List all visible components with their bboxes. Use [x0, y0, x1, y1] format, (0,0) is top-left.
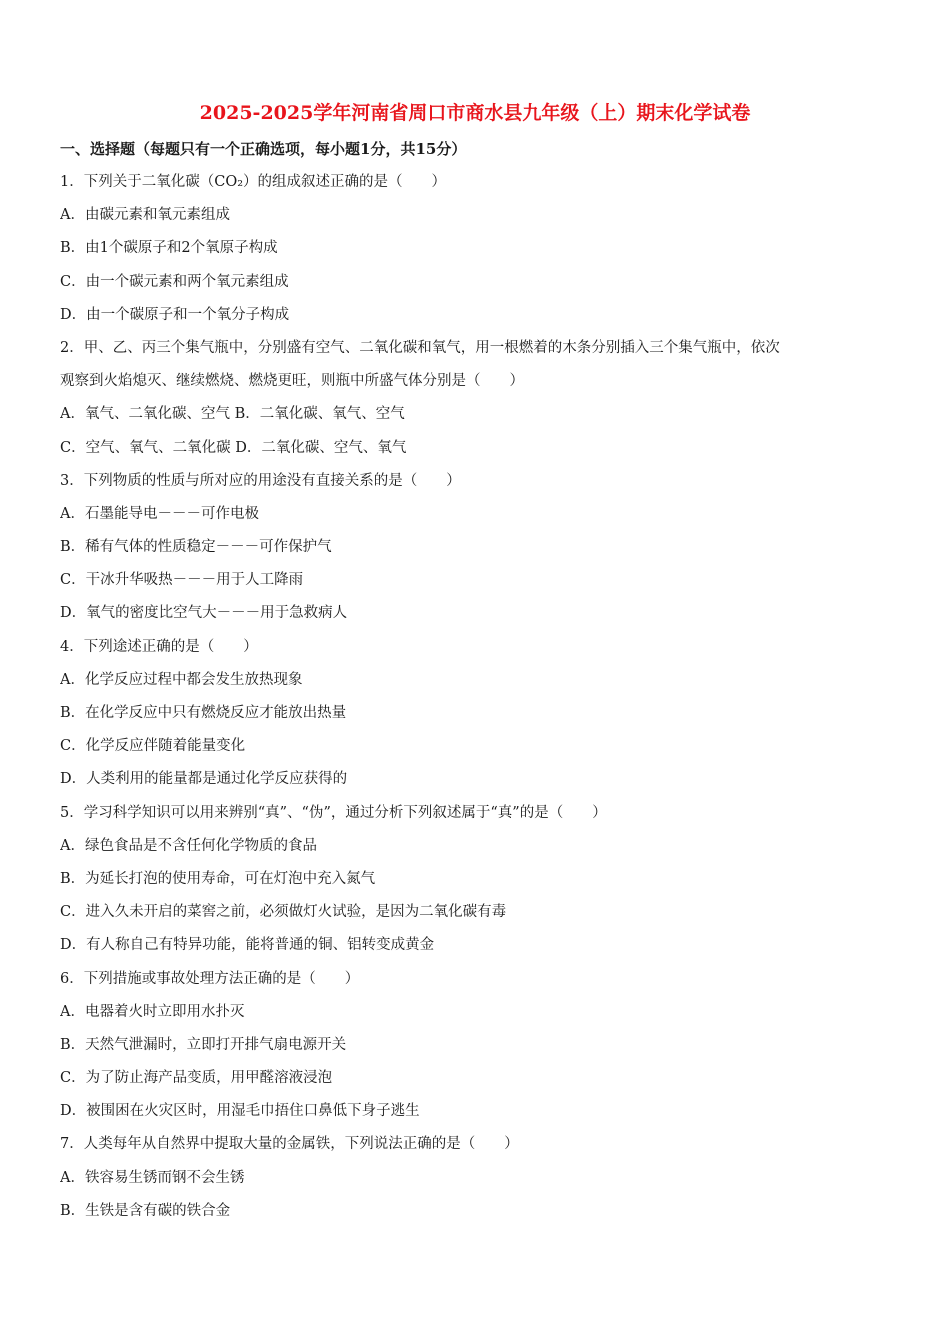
- question-line: A．化学反应过程中都会发生放热现象: [60, 671, 303, 688]
- question-line: C．由一个碳元素和两个氧元素组成: [60, 273, 289, 290]
- question-line: 1．下列关于二氧化碳（CO₂）的组成叙述正确的是（ ）: [60, 174, 447, 190]
- question-line: D．人类利用的能量都是通过化学反应获得的: [60, 771, 348, 788]
- question-line: C．进入久未开启的菜窖之前，必须做灯火试验，是因为二氧化碳有毒: [60, 904, 507, 921]
- question-line: B．生铁是含有碳的铁合金: [60, 1202, 231, 1219]
- question-line: A．氧气、二氧化碳、空气 B．二氧化碳、氧气、空气: [60, 406, 405, 423]
- question-line: 7．人类每年从自然界中提取大量的金属铁，下列说法正确的是（ ）: [60, 1136, 519, 1153]
- question-line: C．化学反应伴随着能量变化: [60, 738, 246, 755]
- question-line: C．干冰升华吸热－－－用于人工降雨: [60, 572, 304, 589]
- question-line: D．由一个碳原子和一个氧分子构成: [60, 306, 290, 323]
- question-line: A．石墨能导电－－－可作电极: [60, 505, 259, 522]
- question-line: A．电器着火时立即用水扑灭: [60, 1003, 245, 1020]
- question-line: D．被围困在火灾区时，用湿毛巾捂住口鼻低下身子逃生: [60, 1103, 420, 1120]
- section-heading: 一、选择题（每题只有一个正确选项，每小题1分，共15分）: [60, 140, 467, 158]
- question-line: B．稀有气体的性质稳定－－－可作保护气: [60, 539, 332, 556]
- question-line: A．由碳元素和氧元素组成: [60, 207, 230, 224]
- question-line: 5．学习科学知识可以用来辨别“真”、“伪”，通过分析下列叙述属于“真”的是（ ）: [60, 804, 607, 821]
- question-line: 2．甲、乙、丙三个集气瓶中，分别盛有空气、二氧化碳和氧气，用一根燃着的木条分别插入三个集气瓶中，依次: [60, 339, 780, 356]
- question-line: B．在化学反应中只有燃烧反应才能放出热量: [60, 705, 347, 721]
- question-line: 6．下列措施或事故处理方法正确的是（ ）: [60, 970, 360, 987]
- question-line: D．氧气的密度比空气大－－－用于急救病人: [60, 605, 348, 622]
- question-line: B．由1个碳原子和2个氧原子构成: [60, 240, 278, 257]
- question-line: B．天然气泄漏时，立即打开排气扇电源开关: [60, 1036, 347, 1053]
- question-line: 观察到火焰熄灭、继续燃烧、燃烧更旺，则瓶中所盛气体分别是（ ）: [60, 373, 524, 390]
- question-line: A．绿色食品是不含任何化学物质的食品: [60, 837, 317, 854]
- question-list: [60, 172, 900, 1234]
- exam-title: 2025-2025学年河南省周口市商水县九年级（上）期末化学试卷: [199, 102, 751, 124]
- question-line: B．为延长打泡的使用寿命，可在灯泡中充入氮气: [60, 870, 376, 887]
- question-line: 3．下列物质的性质与所对应的用途没有直接关系的是（ ）: [60, 472, 461, 489]
- question-line: D．有人称自己有特异功能，能将普通的铜、铝转变成黄金: [60, 937, 435, 954]
- question-line: C．空气、氧气、二氧化碳 D．二氧化碳、空气、氧气: [60, 439, 407, 456]
- question-line: C．为了防止海产品变质，用甲醛溶液浸泡: [60, 1070, 333, 1087]
- question-line: 4．下列途述正确的是（ ）: [60, 638, 258, 655]
- question-line: A．铁容易生锈而钢不会生锈: [60, 1169, 245, 1186]
